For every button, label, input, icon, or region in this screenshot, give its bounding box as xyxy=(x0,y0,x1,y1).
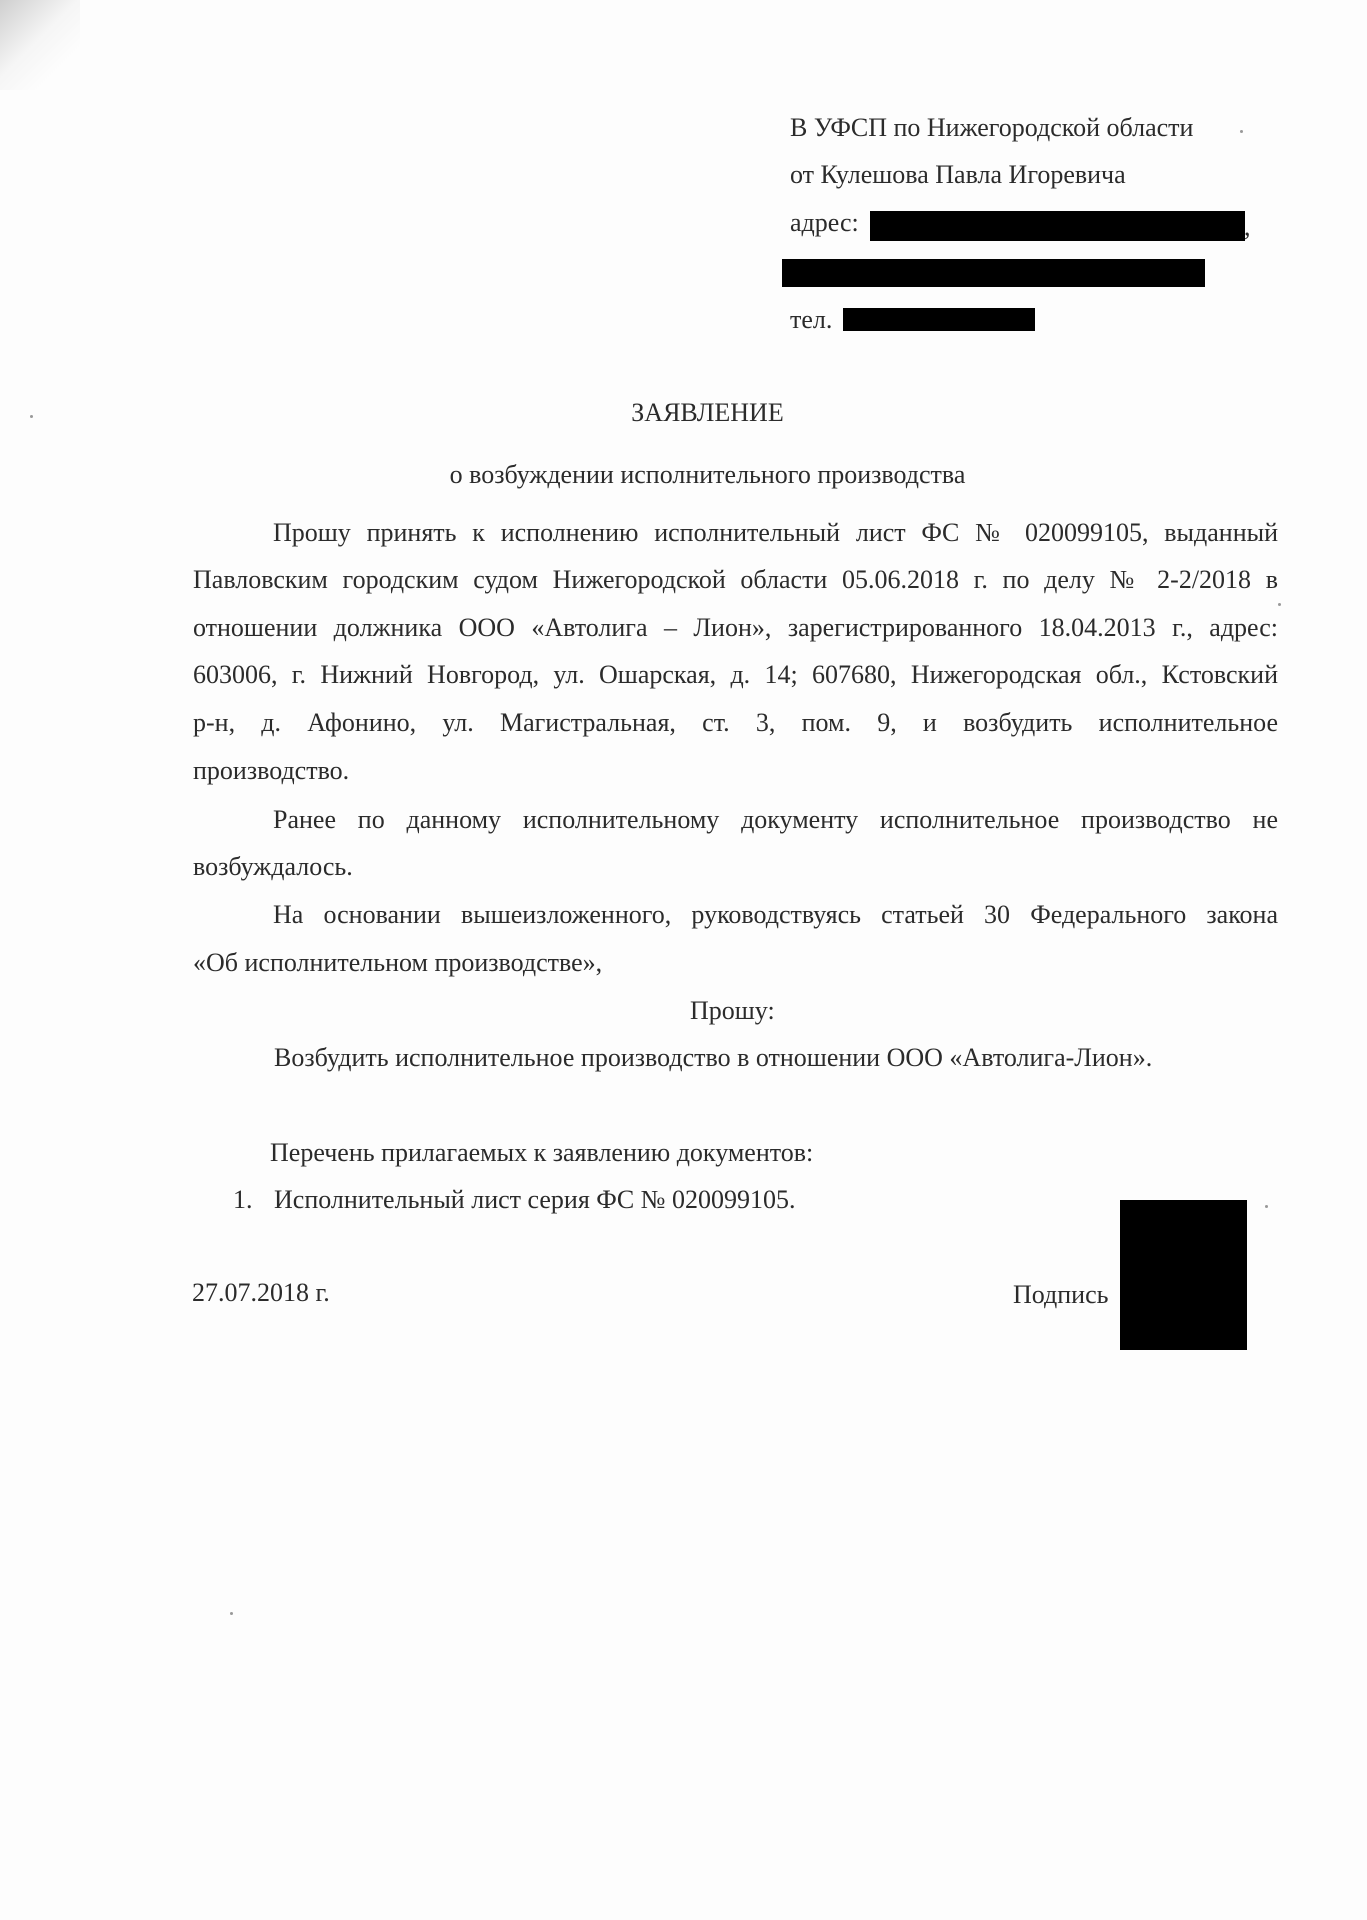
phone-label: тел. xyxy=(790,305,833,334)
address-redaction xyxy=(870,211,1245,241)
paragraph-1-line-4: 603006, г. Нижний Новгород, ул. Ошарская, д. 14; 607680, Нижегородская обл., Кстовский xyxy=(193,660,1278,689)
document-title: ЗАЯВЛЕНИЕ xyxy=(631,398,784,427)
sender-line: от Кулешова Павла Игоревича xyxy=(790,160,1126,189)
attachments-heading: Перечень прилагаемых к заявлению документов: xyxy=(270,1138,814,1167)
signature-redaction xyxy=(1120,1200,1247,1350)
paragraph-1-line-5: р-н, д. Афонино, ул. Магистральная, ст. 3, пом. 9, и возбудить исполнительное xyxy=(193,708,1278,737)
scan-speck xyxy=(1278,603,1281,606)
attachment-item-number: 1. xyxy=(233,1185,253,1214)
paragraph-1-line-1: Прошу принять к исполнению исполнительный лист ФС № 020099105, выданный xyxy=(273,518,1278,547)
document-date: 27.07.2018 г. xyxy=(192,1278,330,1307)
paragraph-1-line-3: отношении должника ООО «Автолига – Лион», зарегистрированного 18.04.2013 г., адрес: xyxy=(193,613,1278,642)
recipient-line: В УФСП по Нижегородской области xyxy=(790,113,1194,142)
paragraph-2-line-1: Ранее по данному исполнительному документу исполнительное производство не xyxy=(273,805,1278,834)
scan-corner-shadow xyxy=(0,0,80,90)
paragraph-1-line-2: Павловским городским судом Нижегородской области 05.06.2018 г. по делу № 2-2/2018 в xyxy=(193,565,1278,594)
scan-speck xyxy=(1265,1205,1268,1208)
request-text: Возбудить исполнительное производство в отношении ООО «Автолига-Лион». xyxy=(274,1043,1153,1072)
signature-label: Подпись xyxy=(1013,1280,1109,1309)
address-comma: , xyxy=(1244,212,1251,241)
request-heading: Прошу: xyxy=(690,996,775,1025)
scan-speck xyxy=(230,1612,233,1615)
paragraph-3-line-2: «Об исполнительном производстве», xyxy=(193,948,603,977)
paragraph-1-line-6: производство. xyxy=(193,756,350,785)
paragraph-2-line-2: возбуждалось. xyxy=(193,852,353,881)
document-subtitle: о возбуждении исполнительного производства xyxy=(449,460,966,489)
address-label: адрес: xyxy=(790,208,859,237)
attachment-item-text: Исполнительный лист серия ФС № 020099105. xyxy=(274,1185,796,1214)
scan-speck xyxy=(30,415,33,418)
phone-redaction xyxy=(843,308,1035,331)
scan-speck xyxy=(1240,130,1243,133)
address-redaction-line-2 xyxy=(782,259,1205,287)
paragraph-3-line-1: На основании вышеизложенного, руководствуясь статьей 30 Федерального закона xyxy=(273,900,1278,929)
